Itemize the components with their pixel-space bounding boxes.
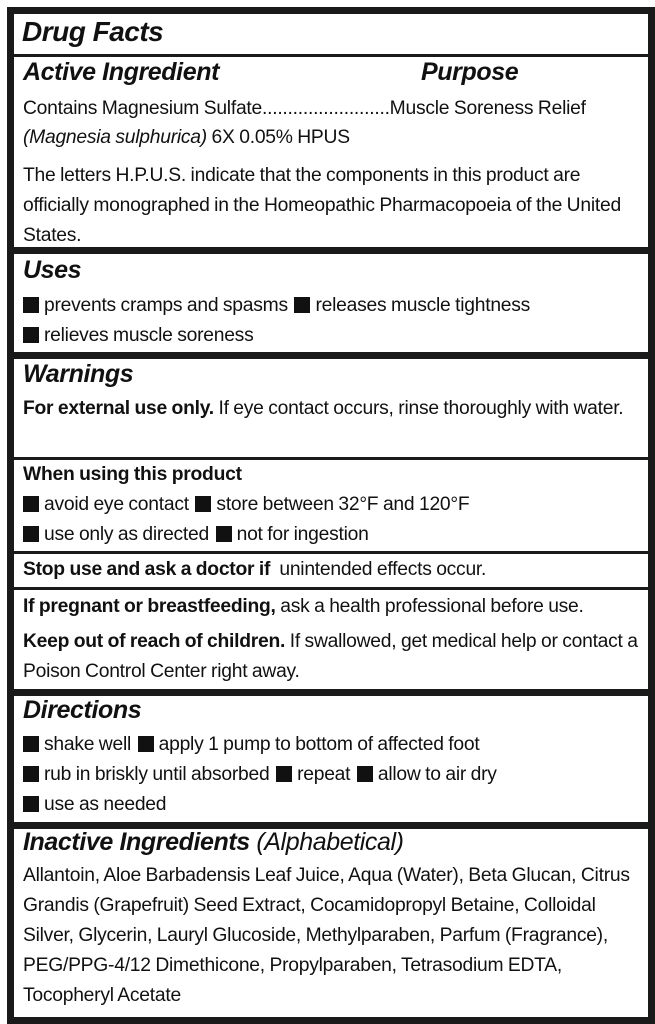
- stop-use-text: unintended effects occur.: [270, 559, 487, 580]
- bullet-square-icon: [138, 736, 154, 752]
- children-bold: Keep out of reach of children.: [23, 631, 286, 652]
- pregnancy-bold: If pregnant or breastfeeding,: [23, 596, 276, 617]
- external-use-text: If eye contact occurs, rinse thoroughly with water.: [213, 398, 624, 419]
- inactive-heading-text: Inactive Ingredients: [23, 828, 250, 856]
- inactive-ingredients-heading: [23, 828, 404, 857]
- uses-item: releases muscle tightness: [315, 295, 531, 316]
- uses-line-1: [23, 291, 638, 321]
- uses-line-2: [23, 321, 638, 351]
- when-using-item: not for ingestion: [236, 524, 369, 545]
- warnings-heading: Warnings: [23, 360, 134, 388]
- inactive-ingredients-list: Allantoin, Aloe Barbadensis Leaf Juice, Aqua (Water), Beta Glucan, Citrus Grandis (Grapefruit) Seed Extract, Cocamidopropyl Betaine, Colloidal Silver, Glycerin, Lauryl Glucoside, Methylparaben, Parfum (Fragrance), PEG/PPG-4/12 Dimethicone, Propylparaben, Tetrasodium EDTA, Tocopheryl Acetate: [23, 865, 630, 1006]
- directions-line-3: [23, 790, 638, 820]
- divider: [14, 551, 648, 554]
- directions-line-1: [23, 730, 638, 760]
- bullet-square-icon: [23, 327, 39, 343]
- bullet-square-icon: [23, 736, 39, 752]
- when-using-item: store between 32°F and 120°F: [216, 494, 470, 515]
- directions-item: apply 1 pump to bottom of affected foot: [158, 734, 480, 755]
- divider: [14, 352, 648, 359]
- bullet-square-icon: [23, 526, 39, 542]
- active-ingredient-line: Contains Magnesium Sulfate.........................Muscle Soreness Relief: [23, 98, 586, 119]
- when-using-heading: When using this product: [23, 464, 242, 485]
- potency-text: 6X 0.05% HPUS: [206, 127, 350, 148]
- hpus-note: The letters H.P.U.S. indicate that the components in this product are officially monographed in the Homeopathic Pharmacopoeia of the United States.: [23, 165, 621, 246]
- divider: [14, 247, 648, 254]
- uses-item: relieves muscle soreness: [44, 325, 254, 346]
- divider: [14, 54, 648, 57]
- when-using-line-2: [23, 520, 638, 550]
- stop-use-bold: Stop use and ask a doctor if: [23, 559, 271, 580]
- pregnancy-text: ask a health professional before use.: [275, 596, 584, 617]
- pregnancy-warning: [23, 592, 638, 622]
- uses-heading: Uses: [23, 256, 82, 284]
- bullet-square-icon: [357, 766, 373, 782]
- drug-facts-title: Drug Facts: [22, 16, 164, 47]
- drug-facts-panel: [7, 7, 655, 1024]
- bullet-square-icon: [276, 766, 292, 782]
- bullet-square-icon: [23, 796, 39, 812]
- children-text: If swallowed, get medical help or contact a Poison Control Center right away.: [23, 631, 638, 682]
- divider: [14, 689, 648, 696]
- directions-item: shake well: [44, 734, 132, 755]
- bullet-square-icon: [23, 766, 39, 782]
- directions-line-2: [23, 760, 638, 790]
- stop-use-warning: [23, 555, 638, 585]
- inactive-heading-suffix: (Alphabetical): [249, 828, 404, 856]
- when-using-line-1: [23, 490, 638, 520]
- active-ingredient-potency: [23, 123, 638, 153]
- bullet-square-icon: [216, 526, 232, 542]
- children-warning: [23, 627, 638, 687]
- directions-heading: Directions: [23, 696, 142, 724]
- external-use-warning: [23, 394, 638, 424]
- bullet-square-icon: [195, 496, 211, 512]
- uses-item: prevents cramps and spasms: [44, 295, 288, 316]
- bullet-square-icon: [23, 496, 39, 512]
- when-using-item: avoid eye contact: [44, 494, 189, 515]
- bullet-square-icon: [294, 297, 310, 313]
- divider: [14, 587, 648, 590]
- external-use-bold: For external use only.: [23, 398, 214, 419]
- purpose-heading: Purpose: [421, 58, 519, 86]
- directions-item: allow to air dry: [377, 764, 497, 785]
- directions-item: repeat: [297, 764, 351, 785]
- when-using-item: use only as directed: [44, 524, 209, 545]
- latin-name: (Magnesia sulphurica): [23, 127, 207, 148]
- directions-item: rub in briskly until absorbed: [44, 764, 270, 785]
- active-ingredient-heading: Active Ingredient: [23, 58, 220, 86]
- bullet-square-icon: [23, 297, 39, 313]
- directions-item: use as needed: [44, 794, 167, 815]
